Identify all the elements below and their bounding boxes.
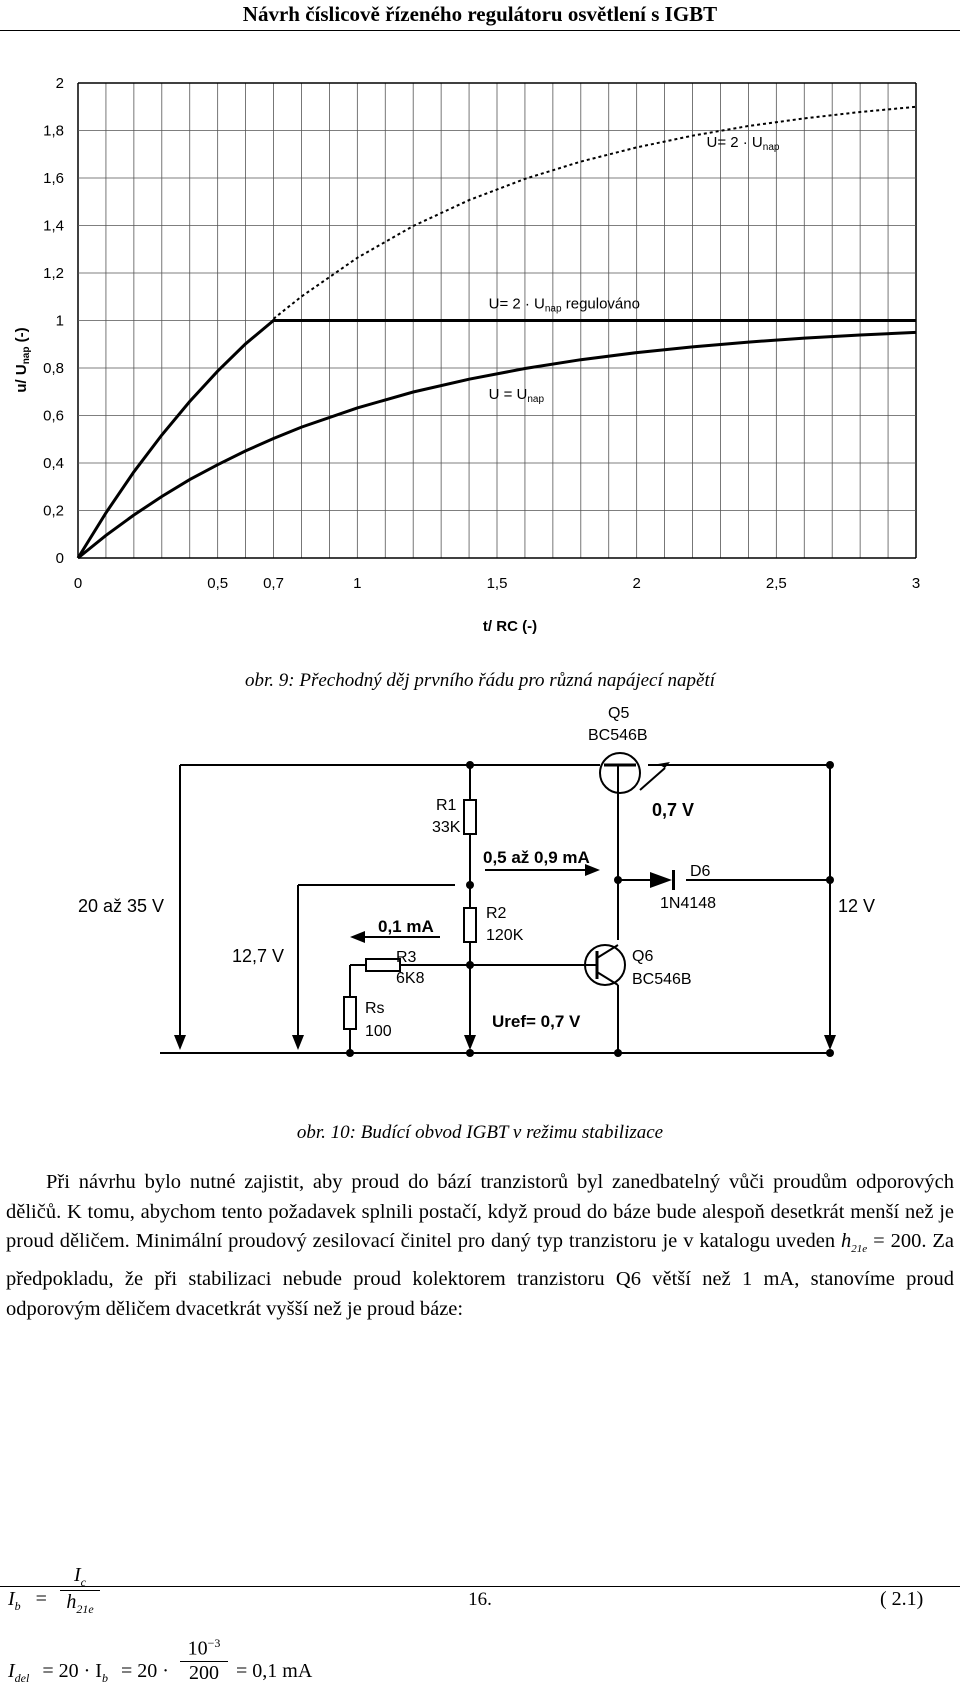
x-tick-label: 3 xyxy=(911,575,921,592)
input-voltage: 20 až 35 V xyxy=(78,896,165,916)
y-axis-label: u/ $U_{nap}$ (-) xyxy=(13,327,32,393)
r1-value: 33K xyxy=(432,819,461,836)
current-div: 0,1 mA xyxy=(378,917,434,936)
r3-value: 6K8 xyxy=(396,970,425,987)
q6-name: Q6 xyxy=(632,948,654,965)
x-tick-label: 0,5 xyxy=(207,575,229,592)
q5-type: BC546B xyxy=(588,727,648,744)
mid-voltage: 12,7 V xyxy=(232,946,285,966)
uref-label: Uref= 0,7 V xyxy=(492,1012,581,1031)
circuit-diagram xyxy=(0,700,960,1120)
equation-2-1-fraction: $I_c$ $h_{21e}$ xyxy=(60,1564,100,1617)
vbe-label: 0,7 V xyxy=(652,800,695,820)
r2-value: 120K xyxy=(486,927,524,944)
chart-ticks xyxy=(43,75,920,592)
series-dashed xyxy=(274,107,917,319)
x-axis-label: t/ RC (-) xyxy=(482,618,538,635)
x-tick-label: 2 xyxy=(632,575,641,592)
r2-name: R2 xyxy=(486,905,507,922)
x-tick-label: 0,7 xyxy=(263,575,284,592)
body-paragraph: Při návrhu bylo nutné zajistit, aby proud do bází tranzistorů byl zanedbatelný vůči proudům odporových děličů. K tomu, abychom tento požadavek splnili postačí, když proud do báze bude alespoň desetkrát menší než je proud děličem. Minimální proudový zesilovací činitel pro daný typ tranzistoru je v katalogu uveden $h_{21e} = 200$. Za předpokladu, že při stabilizaci nebude proud kolektorem tranzistoru Q6 větší než 1 mA, stanovíme proud odporovým děličem dvacetkrát vyšší než je proud báze: xyxy=(6,1171,955,1320)
transient-chart xyxy=(0,60,960,650)
equation-2-1-number: ( 2.1) xyxy=(880,1588,924,1610)
curve-annotation: $U= 2 \cdot U_{nap}$ regulováno xyxy=(488,295,640,315)
y-tick-label: 1,8 xyxy=(43,122,64,140)
r1-name: R1 xyxy=(436,797,457,814)
y-tick-label: 2 xyxy=(55,75,64,92)
chart-annotations xyxy=(489,134,780,405)
q5-name: Q5 xyxy=(608,705,630,722)
y-tick-label: 0 xyxy=(55,550,64,567)
current-main: 0,5 až 0,9 mA xyxy=(483,848,590,867)
curve-annotation: $U = U_{nap}$ xyxy=(488,385,545,405)
y-tick-label: 1 xyxy=(55,312,64,330)
rs-value: 100 xyxy=(365,1023,392,1040)
figure-caption-9: obr. 9: Přechodný děj prvního řádu pro různá napájecí napětí xyxy=(244,670,716,691)
y-tick-label: 0,8 xyxy=(43,360,64,377)
rs-name: Rs xyxy=(365,1000,385,1017)
running-header: Návrh číslicově řízeného regulátoru osvětlení s IGBT xyxy=(0,0,960,31)
r3-name: R3 xyxy=(396,949,417,966)
page-number: 16. xyxy=(468,1589,492,1610)
y-tick-label: 1,4 xyxy=(43,217,64,235)
output-voltage: 12 V xyxy=(838,896,876,916)
equation-2-2-fraction: $10^{-3}$ 200 xyxy=(180,1636,228,1685)
y-tick-label: 1,2 xyxy=(43,265,64,282)
curve-annotation: $U= 2 \cdot U_{nap}$ xyxy=(706,134,780,154)
y-tick-label: 0,4 xyxy=(43,455,64,472)
d6-name: D6 xyxy=(690,863,711,880)
figure-caption-10: obr. 10: Budící obvod IGBT v režimu stabilizace xyxy=(296,1122,664,1143)
y-tick-label: 1,6 xyxy=(43,170,64,187)
y-tick-label: 0,6 xyxy=(43,407,64,425)
d6-type: 1N4148 xyxy=(660,895,717,912)
footer-rule xyxy=(0,1586,960,1587)
q6-type: BC546B xyxy=(632,971,692,988)
equation-2-1-lhs: $I_b$ = xyxy=(8,1588,47,1613)
equation-2-2-lhs: $I_{del} = 20 \cdot I_b = 20$ · xyxy=(8,1660,169,1685)
x-tick-label: 1 xyxy=(353,575,362,592)
x-tick-label: 0 xyxy=(73,575,83,592)
x-tick-label: 2,5 xyxy=(765,575,787,592)
x-tick-label: 1,5 xyxy=(486,575,508,592)
equation-2-2-result: = 0,1 mA xyxy=(236,1660,313,1682)
y-tick-label: 0,2 xyxy=(43,502,64,520)
